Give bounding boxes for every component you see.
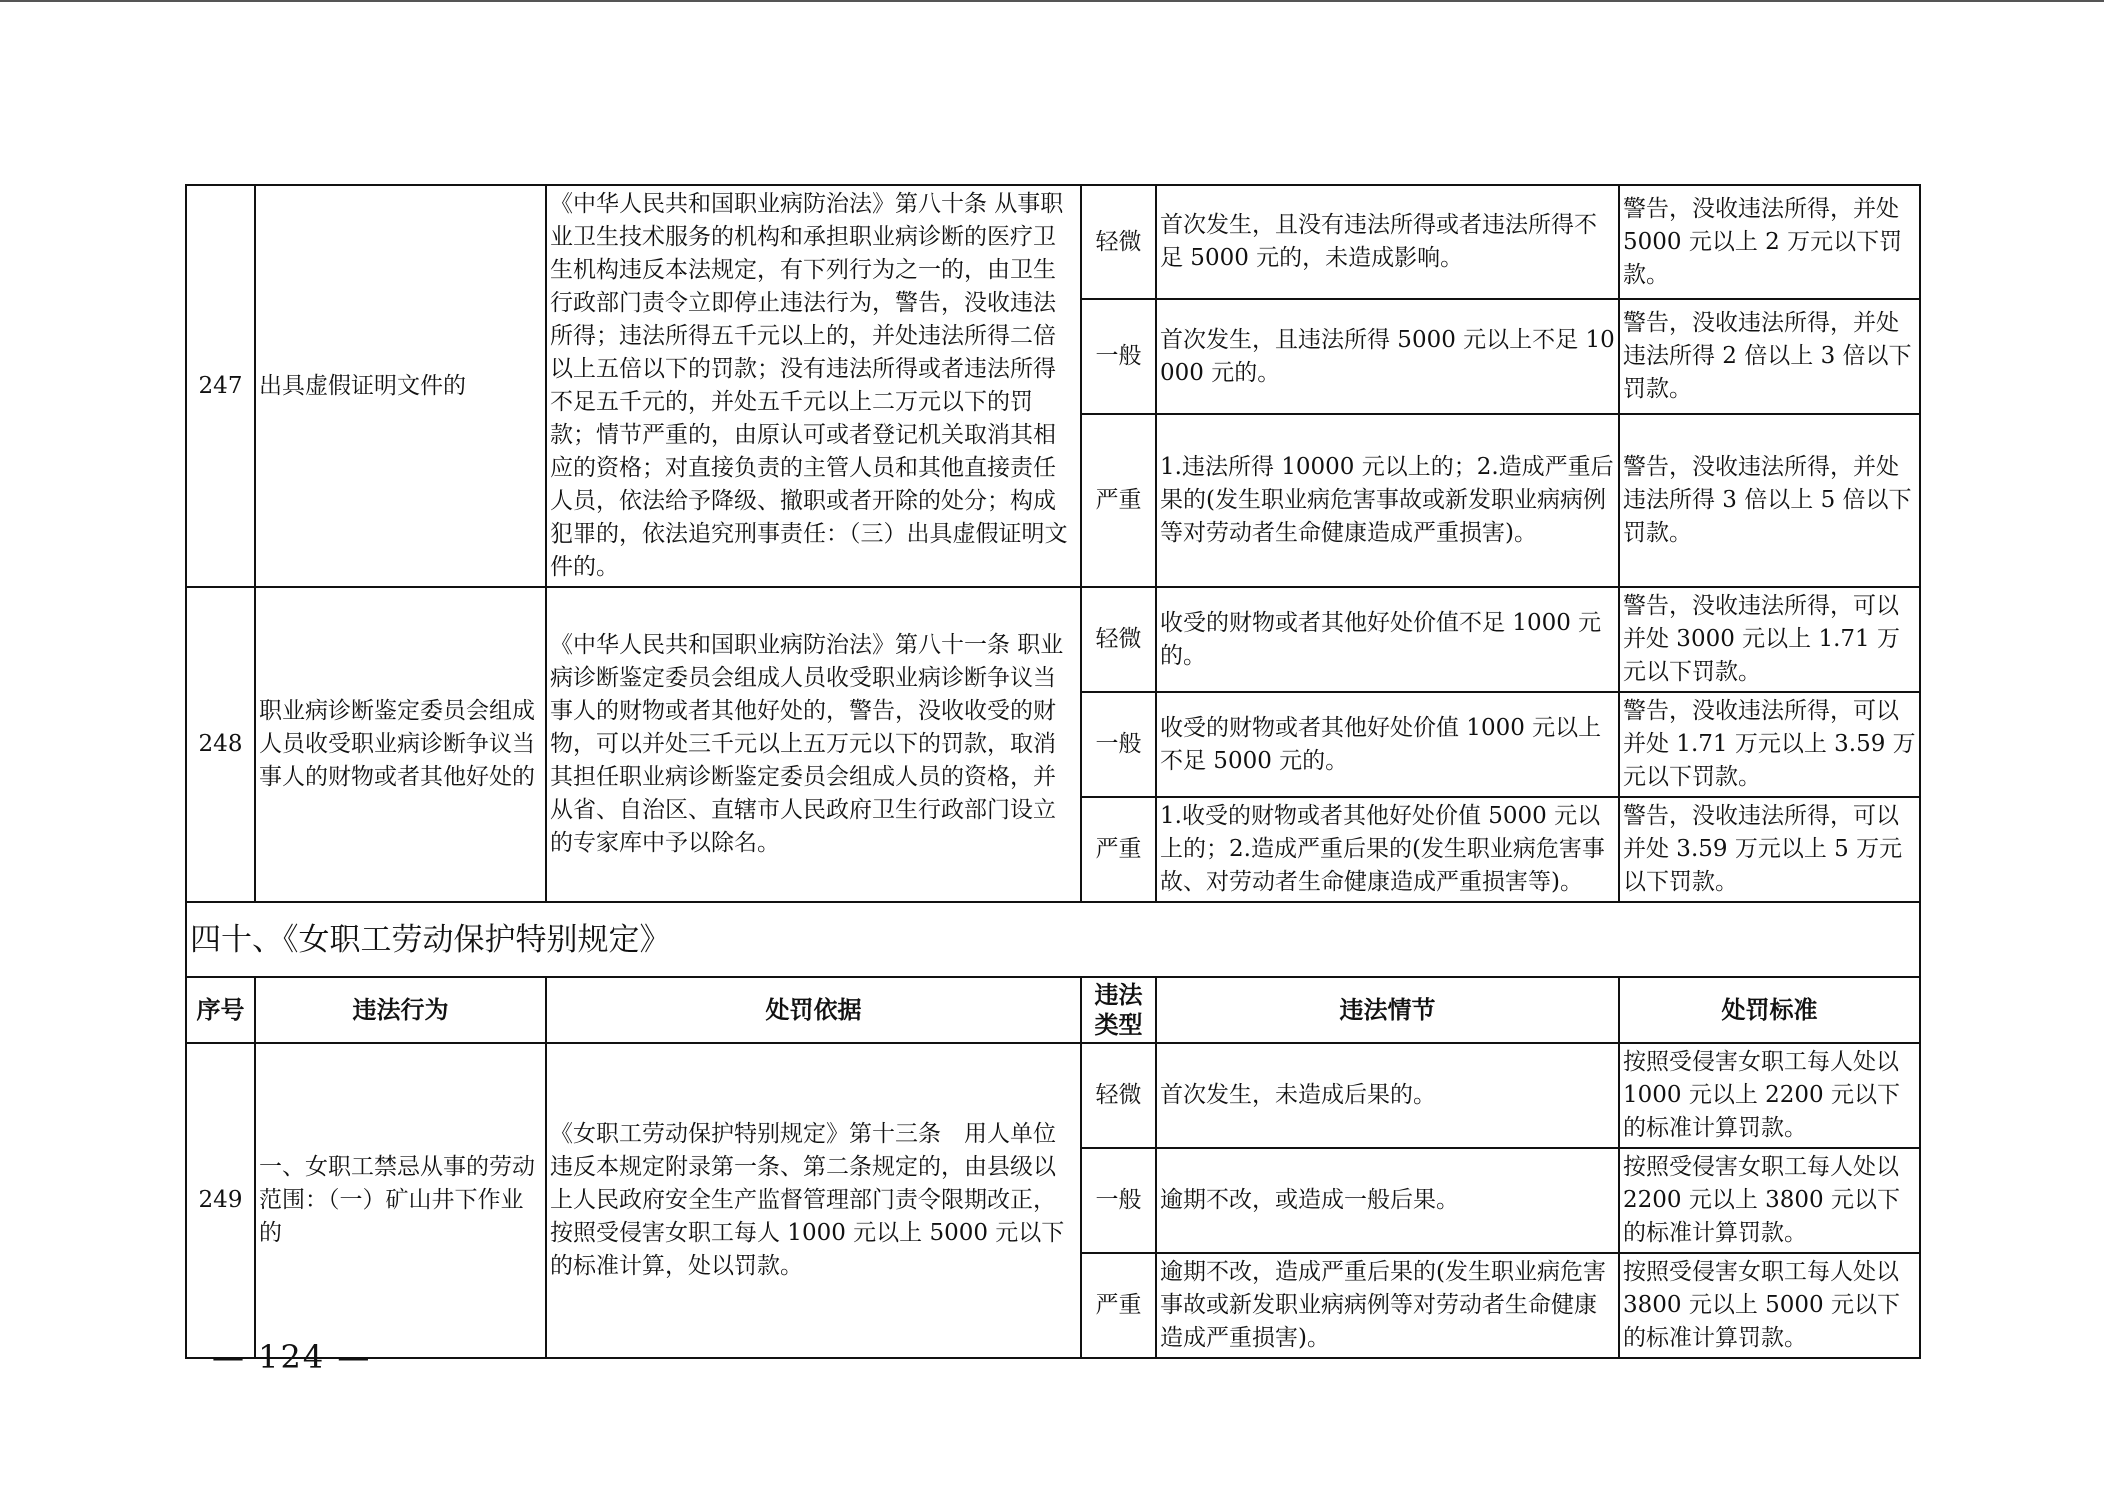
header-circumstance: 违法情节 xyxy=(1156,977,1619,1043)
row-number: 247 xyxy=(186,185,255,587)
header-type: 违法类型 xyxy=(1081,977,1156,1043)
violation-type: 严重 xyxy=(1081,797,1156,902)
penalty-basis: 《中华人民共和国职业病防治法》第八十一条 职业病诊断鉴定委员会组成人员收受职业病诊断争议当事人的财物或者其他好处的，警告，没收收受的财物，可以并处三千元以上五万元以下的罚款，取消其担任职业病诊断鉴定委员会组成人员的资格，并从省、自治区、直辖市人民政府卫生行政部门设立的专家库中予以除名。 xyxy=(546,587,1081,902)
violation-type: 严重 xyxy=(1081,414,1156,587)
penalty-basis: 《中华人民共和国职业病防治法》第八十条 从事职业卫生技术服务的机构和承担职业病诊断的医疗卫生机构违反本法规定，有下列行为之一的，由卫生行政部门责令立即停止违法行为，警告，没收违法所得；违法所得五千元以上的，并处违法所得二倍以上五倍以下的罚款；没有违法所得或者违法所得不足五千元的，并处五千元以上二万元以下的罚款；情节严重的，由原认可或者登记机关取消其相应的资格；对直接负责的主管人员和其他直接责任人员，依法给予降级、撤职或者开除的处分；构成犯罪的，依法追究刑事责任：（三）出具虚假证明文件的。 xyxy=(546,185,1081,587)
violation-circumstance: 收受的财物或者其他好处价值不足 1000 元的。 xyxy=(1156,587,1619,692)
violation-type: 一般 xyxy=(1081,299,1156,413)
violation-type: 轻微 xyxy=(1081,185,1156,299)
table-row xyxy=(186,587,1920,692)
violation-type: 一般 xyxy=(1081,1148,1156,1253)
penalty-standard: 警告，没收违法所得，可以并处 1.71 万元以上 3.59 万元以下罚款。 xyxy=(1619,692,1920,797)
penalty-standard: 警告，没收违法所得，并处 5000 元以上 2 万元以下罚款。 xyxy=(1619,185,1920,299)
section-row xyxy=(186,902,1920,977)
penalty-standard: 警告，没收违法所得，可以并处 3.59 万元以上 5 万元以下罚款。 xyxy=(1619,797,1920,902)
penalty-standard: 警告，没收违法所得，并处违法所得 3 倍以上 5 倍以下罚款。 xyxy=(1619,414,1920,587)
row-number: 248 xyxy=(186,587,255,902)
header-standard: 处罚标准 xyxy=(1619,977,1920,1043)
section-title: 四十、《女职工劳动保护特别规定》 xyxy=(186,902,1920,977)
violation-circumstance: 首次发生，且违法所得 5000 元以上不足 10000 元的。 xyxy=(1156,299,1619,413)
header-no: 序号 xyxy=(186,977,255,1043)
penalty-standard: 按照受侵害女职工每人处以 2200 元以上 3800 元以下的标准计算罚款。 xyxy=(1619,1148,1920,1253)
violation-type: 轻微 xyxy=(1081,1043,1156,1148)
violation-circumstance: 收受的财物或者其他好处价值 1000 元以上不足 5000 元的。 xyxy=(1156,692,1619,797)
header-act: 违法行为 xyxy=(255,977,546,1043)
penalty-standard: 按照受侵害女职工每人处以 1000 元以上 2200 元以下的标准计算罚款。 xyxy=(1619,1043,1920,1148)
table-row xyxy=(186,185,1920,299)
top-rule xyxy=(0,0,2104,2)
page-number: — 124 — xyxy=(212,1338,372,1376)
table-row xyxy=(186,1043,1920,1148)
row-number: 249 xyxy=(186,1043,255,1358)
violation-circumstance: 逾期不改，造成严重后果的(发生职业病危害事故或新发职业病病例等对劳动者生命健康造成严重损害)。 xyxy=(1156,1253,1619,1358)
penalty-standard: 警告，没收违法所得，并处违法所得 2 倍以上 3 倍以下罚款。 xyxy=(1619,299,1920,413)
violation-type: 一般 xyxy=(1081,692,1156,797)
penalty-standard: 警告，没收违法所得，可以并处 3000 元以上 1.71 万元以下罚款。 xyxy=(1619,587,1920,692)
violation-circumstance: 首次发生，未造成后果的。 xyxy=(1156,1043,1619,1148)
violation-act: 职业病诊断鉴定委员会组成人员收受职业病诊断争议当事人的财物或者其他好处的 xyxy=(255,587,546,902)
penalty-table xyxy=(185,184,1921,1359)
violation-type: 轻微 xyxy=(1081,587,1156,692)
violation-circumstance: 首次发生，且没有违法所得或者违法所得不足 5000 元的，未造成影响。 xyxy=(1156,185,1619,299)
violation-circumstance: 1.收受的财物或者其他好处价值 5000 元以上的；2.造成严重后果的(发生职业病危害事故、对劳动者生命健康造成严重损害等)。 xyxy=(1156,797,1619,902)
violation-act: 出具虚假证明文件的 xyxy=(255,185,546,587)
violation-circumstance: 逾期不改，或造成一般后果。 xyxy=(1156,1148,1619,1253)
table-header xyxy=(186,977,1920,1043)
penalty-standard: 按照受侵害女职工每人处以 3800 元以上 5000 元以下的标准计算罚款。 xyxy=(1619,1253,1920,1358)
header-basis: 处罚依据 xyxy=(546,977,1081,1043)
violation-act: 一、女职工禁忌从事的劳动范围：（一）矿山井下作业的 xyxy=(255,1043,546,1358)
violation-circumstance: 1.违法所得 10000 元以上的；2.造成严重后果的(发生职业病危害事故或新发职业病病例等对劳动者生命健康造成严重损害)。 xyxy=(1156,414,1619,587)
penalty-basis: 《女职工劳动保护特别规定》第十三条 用人单位违反本规定附录第一条、第二条规定的，由县级以上人民政府安全生产监督管理部门责令限期改正，按照受侵害女职工每人 1000 元以上 5000 元以下的标准计算，处以罚款。 xyxy=(546,1043,1081,1358)
violation-type: 严重 xyxy=(1081,1253,1156,1358)
